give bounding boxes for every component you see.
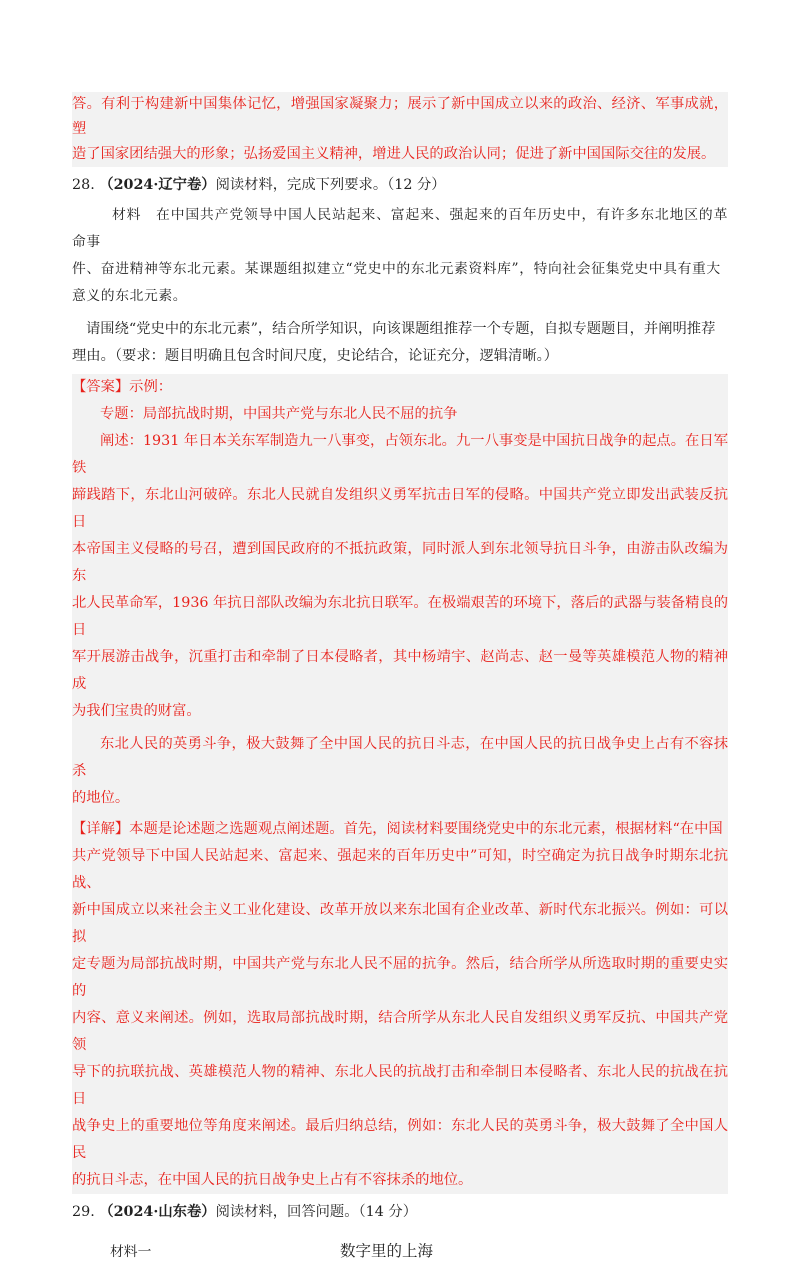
elaboration-line: 军开展游击战争，沉重打击和牵制了日本侵略者，其中杨靖宇、赵尚志、赵一曼等英雄模范人物的精神成 (72, 649, 728, 692)
question-source: （2024·辽宁卷） (99, 177, 216, 193)
detail-line: 共产党领导下中国人民站起来、富起来、强起来的百年历史中”可知，时空确定为抗日战争时期东北抗战、 (72, 848, 728, 891)
requirement-line: 理由。（要求：题目明确且包含时间尺度，史论结合，论证充分，逻辑清晰。） (72, 348, 559, 364)
detail-line: 内容、意义来阐述。例如，选取局部抗战时期，结合所学从东北人民自发组织义勇军反抗、中国共产党领 (72, 1010, 728, 1053)
detail-line: 战争史上的重要地位等角度来阐述。最后归纳总结，例如：东北人民的英勇斗争，极大鼓舞了全中国人民 (72, 1118, 728, 1161)
question-number: 29. (72, 1204, 95, 1220)
elaboration-line: 北人民革命军，1936 年抗日部队改编为东北抗日联军。在极端艰苦的环境下，落后的武器与装备精良的日 (72, 595, 728, 638)
detail-line: 定专题为局部抗战时期，中国共产党与东北人民不屈的抗争。然后，结合所学从所选取时期的重要史实的 (72, 956, 728, 999)
answer-label: 【答案】示例： (72, 379, 173, 395)
answer-topic: 专题：局部抗战时期，中国共产党与东北人民不屈的抗争 (100, 406, 458, 422)
detail-line: 新中国成立以来社会主义工业化建设、改革开放以来东北国有企业改革、新时代东北振兴。例如：可以拟 (72, 902, 728, 945)
question-28-answer-block (72, 374, 728, 1194)
question-number: 28. (72, 177, 95, 193)
elaboration-line: 蹄践踏下，东北山河破碎。东北人民就自发组织义勇军抗击日军的侵略。中国共产党立即发出武装反抗日 (72, 487, 728, 530)
material-line: 材料 在中国共产党领导中国人民站起来、富起来、强起来的百年历史中，有许多东北地区的革命事 (72, 207, 728, 250)
conclusion-line: 的地位。 (72, 790, 130, 806)
material-1-title: 数字里的上海 (340, 1242, 434, 1260)
material-line: 意义的东北元素。 (72, 288, 188, 304)
elaboration-line: 本帝国主义侵略的号召，遭到国民政府的不抵抗政策，同时派人到东北领导抗日斗争，由游击队改编为东 (72, 541, 728, 584)
material-line: 件、奋进精神等东北元素。某课题组拟建立“党史中的东北元素资料库”，特向社会征集党史中具有重大 (72, 261, 721, 277)
previous-answer-block (72, 92, 728, 167)
question-prompt: 阅读材料，回答问题。（14 分） (215, 1204, 418, 1220)
question-28-material (72, 202, 728, 310)
requirement-line: 请围绕“党史中的东北元素”，结合所学知识，向该课题组推荐一个专题，自拟专题题目，并阐明推荐 (86, 321, 716, 337)
question-28-requirement (72, 316, 728, 370)
question-prompt: 阅读材料，完成下列要求。（12 分） (215, 177, 446, 193)
elaboration-line: 为我们宝贵的财富。 (72, 703, 201, 719)
detail-line: 【详解】本题是论述题之选题观点阐述题。首先，阅读材料要围绕党史中的东北元素，根据材料“在中国 (72, 821, 723, 837)
question-28-header (72, 173, 728, 198)
question-source: （2024·山东卷） (99, 1204, 216, 1220)
previous-answer-line: 答。有利于构建新中国集体记忆，增强国家凝聚力；展示了新中国成立以来的政治、经济、军事成就，塑 (72, 96, 728, 137)
previous-answer-line: 造了国家团结强大的形象；弘扬爱国主义精神，增进人民的政治认同；促进了新中国国际交往的发展。 (72, 146, 716, 162)
conclusion-line: 东北人民的英勇斗争，极大鼓舞了全中国人民的抗日斗志，在中国人民的抗日战争史上占有不容抹杀 (72, 736, 728, 779)
detail-line: 的抗日斗志，在中国人民的抗日战争史上占有不容抹杀的地位。 (72, 1172, 473, 1188)
question-29-header (72, 1200, 728, 1225)
document-page (72, 92, 728, 1261)
question-29-material-1 (72, 1239, 728, 1261)
detail-line: 导下的抗联抗战、英雄模范人物的精神、东北人民的抗战打击和牵制日本侵略者、东北人民的抗战在抗日 (72, 1064, 728, 1107)
material-1-label: 材料一 (110, 1244, 152, 1260)
elaboration-line: 阐述：1931 年日本关东军制造九一八事变，占领东北。九一八事变是中国抗日战争的起点。在日军铁 (72, 433, 728, 476)
